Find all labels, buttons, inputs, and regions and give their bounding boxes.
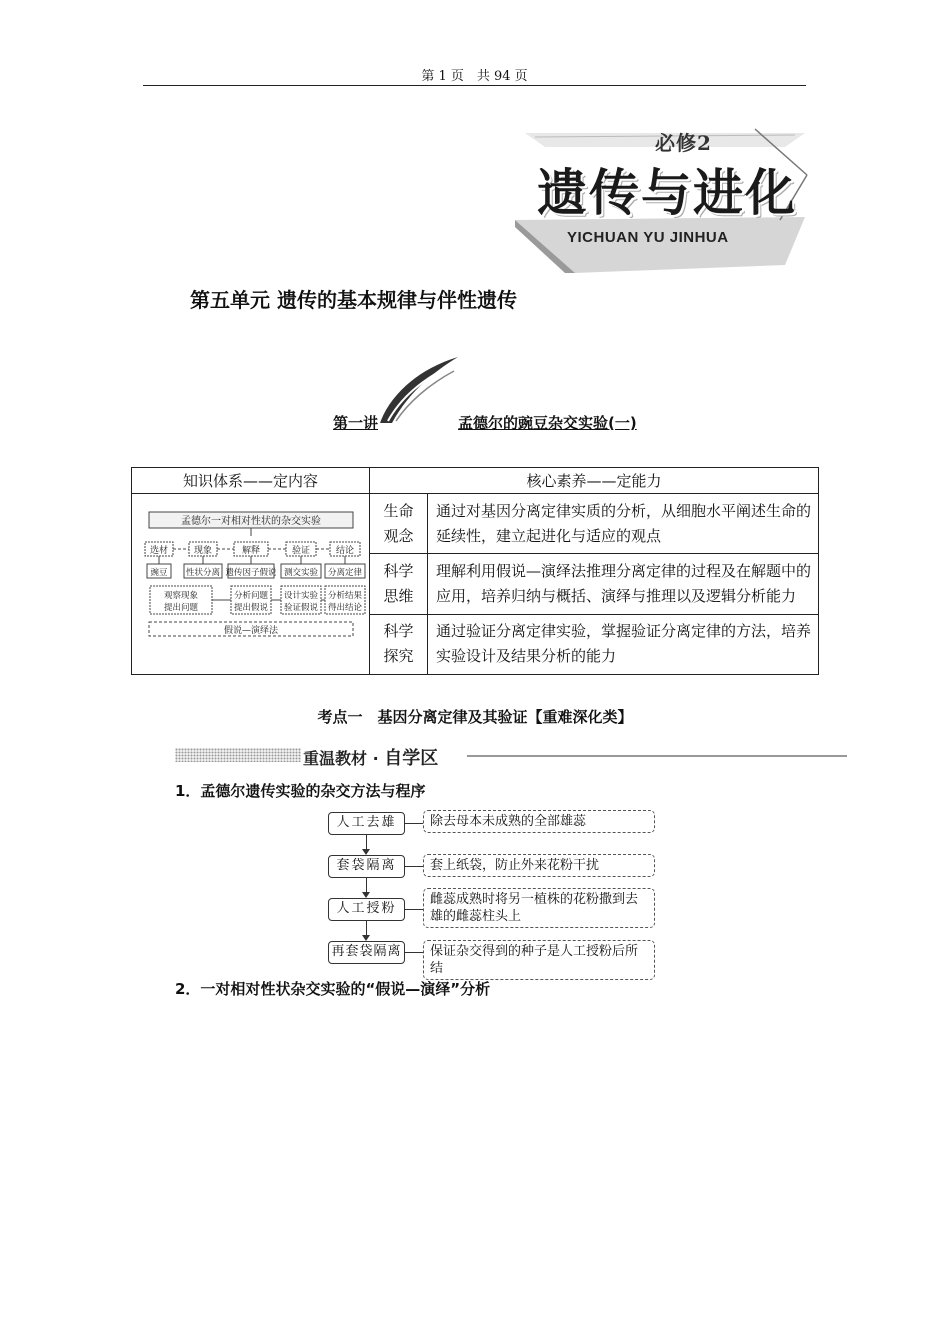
diagram-top-label: 选材 xyxy=(149,546,168,556)
book-title-pinyin: YICHUAN YU JINHUA xyxy=(567,229,729,246)
diagram-top-label: 验证 xyxy=(291,546,310,556)
flow-step: 再套袋隔离 xyxy=(328,941,405,964)
diagram-footer: 假说—演绎法 xyxy=(223,626,278,636)
diagram-mid-label: 遗传因子假说 xyxy=(224,568,277,578)
lecture-title: 孟德尔的豌豆杂交实验(一) xyxy=(458,414,637,432)
aspect-label: 生命 观念 xyxy=(383,501,414,545)
section-1-heading: 1．孟德尔遗传实验的杂交方法与程序 xyxy=(175,782,426,800)
header-divider xyxy=(143,85,806,86)
diagram-mid-label: 分离定律 xyxy=(327,568,362,578)
review-section-bar xyxy=(175,744,847,768)
diagram-bottom-label: 设计实验 xyxy=(283,591,318,601)
flow-step: 人工去雄 xyxy=(328,812,405,835)
diagram-mid-label: 豌豆 xyxy=(149,568,168,578)
volume-label: 必修2 xyxy=(655,131,712,155)
diagram-bottom-label: 提出问题 xyxy=(163,603,198,613)
review-label-main: 自学区 xyxy=(384,748,439,769)
swoosh-decoration xyxy=(378,355,460,425)
aspect-scientific-inquiry xyxy=(370,614,428,674)
page-header: 第 1 页 共 94 页 xyxy=(421,69,528,84)
knowledge-diagram-cell xyxy=(132,494,370,675)
diagram-bottom-label: 分析问题 xyxy=(233,591,268,601)
dot-pattern xyxy=(175,748,301,762)
diagram-bottom-label: 验证假说 xyxy=(283,603,318,613)
review-label xyxy=(303,744,438,770)
aspect-scientific-thinking xyxy=(370,554,428,614)
diagram-bottom-label: 观察现象 xyxy=(163,591,198,601)
aspect-label: 科学 探究 xyxy=(383,622,414,666)
diagram-top-label: 解释 xyxy=(241,546,260,556)
diagram-top-label: 现象 xyxy=(193,546,212,556)
exam-point-title: 考点一 基因分离定律及其验证【重难深化类】 xyxy=(317,708,633,726)
knowledge-diagram xyxy=(133,494,369,674)
review-divider xyxy=(467,755,847,757)
aspect-life-concept xyxy=(370,494,428,554)
section-2-heading: 2．一对相对性状杂交实验的“假说—演绎”分析 xyxy=(175,980,491,998)
flow-step: 人工授粉 xyxy=(328,898,405,921)
diagram-bottom-label: 提出假说 xyxy=(233,603,268,613)
aspect-life-concept-desc: 通过对基因分离定律实质的分析，从细胞水平阐述生命的延续性，建立起进化与适应的观点 xyxy=(428,494,819,554)
aspect-label: 科学 思维 xyxy=(383,561,414,605)
hybridization-flowchart xyxy=(328,810,658,976)
book-title: 遗传与进化 xyxy=(537,164,797,222)
diagram-bottom-label: 得出结论 xyxy=(327,603,362,613)
core-literacy-header: 核心素养——定能力 xyxy=(370,468,819,494)
knowledge-system-header: 知识体系——定内容 xyxy=(132,468,370,494)
flow-step-desc: 雌蕊成熟时将另一植株的花粉撒到去雄的雌蕊柱头上 xyxy=(423,888,655,928)
diagram-mid-label: 测交实验 xyxy=(283,568,318,578)
diagram-bottom-label: 分析结果 xyxy=(327,591,362,601)
unit-title: 第五单元 遗传的基本规律与伴性遗传 xyxy=(190,288,517,312)
flow-connector xyxy=(405,866,423,867)
flow-connector xyxy=(405,952,423,953)
lecture-number: 第一讲 xyxy=(333,414,379,432)
flow-step-desc: 套上纸袋，防止外来花粉干扰 xyxy=(423,854,655,877)
aspect-scientific-thinking-desc: 理解利用假说—演绎法推理分离定律的过程及在解题中的应用，培养归纳与概括、演绎与推理以及逻辑分析能力 xyxy=(428,554,819,614)
diagram-title: 孟德尔一对相对性状的杂交实验 xyxy=(180,516,321,527)
aspect-scientific-inquiry-desc: 通过验证分离定律实验，掌握验证分离定律的方法，培养实验设计及结果分析的能力 xyxy=(428,614,819,674)
diagram-top-label: 结论 xyxy=(335,546,354,556)
book-title-block xyxy=(515,125,815,275)
flow-connector xyxy=(405,823,423,824)
flow-connector xyxy=(405,909,423,910)
diagram-mid-label: 性状分离 xyxy=(185,568,220,578)
flow-step-desc: 除去母本未成熟的全部雄蕊 xyxy=(423,810,655,833)
flow-step: 套袋隔离 xyxy=(328,855,405,878)
overview-table xyxy=(131,467,819,675)
flow-step-desc: 保证杂交得到的种子是人工授粉后所结 xyxy=(423,940,655,980)
review-label-prefix: 重温教材 · xyxy=(303,749,385,768)
